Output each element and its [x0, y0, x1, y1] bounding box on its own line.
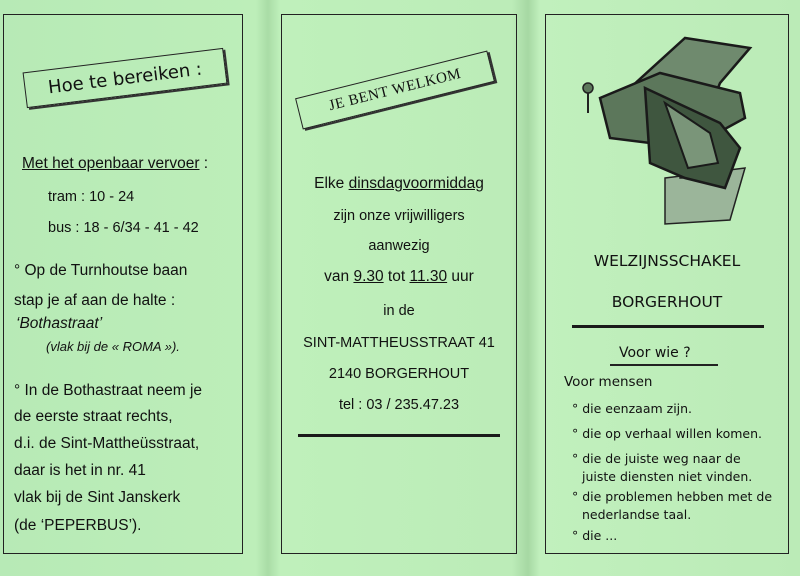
audience-item: ° die de juiste weg naar de: [572, 451, 741, 466]
directions-bullet2-line6: (de ‘PEPERBUS’).: [14, 517, 142, 534]
for-whom-intro: Voor mensen: [564, 374, 653, 390]
schedule-line2: zijn onze vrijwilligers: [333, 208, 465, 224]
audience-item: ° die eenzaam zijn.: [572, 401, 693, 416]
schedule-day: dinsdagvoormiddag: [348, 175, 484, 192]
audience-item: ° die op verhaal willen komen.: [572, 426, 762, 441]
schedule-hours: [281, 268, 517, 286]
right-divider: [572, 325, 764, 328]
org-name-line2: BORGERHOUT: [611, 293, 723, 311]
welcome-stamp-text: JE BENT WELKOM: [327, 65, 463, 114]
transport-heading-text: Met het openbaar vervoer: [22, 155, 200, 172]
schedule-line1-prefix: Elke: [314, 175, 349, 192]
hours-to: 11.30: [409, 268, 448, 285]
stop-note: (vlak bij de « ROMA »).: [46, 339, 180, 354]
transport-heading: [22, 155, 208, 173]
tram-lines: tram : 10 - 24: [48, 189, 135, 205]
directions-bullet2-line5: vlak bij de Sint Janskerk: [14, 489, 181, 506]
schedule-line1: [281, 175, 517, 193]
for-whom-heading: Voor wie ?: [619, 345, 691, 361]
stop-name: ‘Bothastraat’: [16, 315, 103, 332]
for-whom-underline: [610, 364, 718, 366]
directions-bullet1-line1: ° Op de Turnhoutse baan: [14, 262, 188, 279]
directions-bullet2-line2: de eerste straat rechts,: [14, 408, 173, 425]
audience-item: ° die problemen hebben met de: [572, 489, 773, 504]
middle-divider: [298, 434, 500, 437]
signpost-logo-icon: [570, 28, 770, 228]
bus-lines: bus : 18 - 6/34 - 41 - 42: [48, 220, 199, 236]
transport-heading-colon: :: [199, 155, 209, 172]
hours-mid: tot: [383, 268, 410, 285]
schedule-line3: aanwezig: [368, 238, 430, 254]
directions-bullet1-line2: stap je af aan de halte :: [14, 292, 176, 309]
hours-suffix: uur: [447, 268, 474, 285]
audience-item: juiste diensten niet vinden.: [582, 469, 753, 484]
audience-item: nederlandse taal.: [582, 507, 692, 522]
directions-bullet2-line4: daar is het in nr. 41: [14, 462, 146, 479]
hours-from: 9.30: [353, 268, 384, 285]
address-city: 2140 BORGERHOUT: [328, 366, 470, 382]
directions-title-text: Hoe te bereiken :: [46, 58, 204, 98]
hours-prefix: van: [324, 268, 354, 285]
address-street: SINT-MATTHEUSSTRAAT 41: [303, 335, 495, 351]
directions-bullet2-line3: d.i. de Sint-Mattheüsstraat,: [14, 435, 200, 452]
org-name-line1: WELZIJNSSCHAKEL: [593, 252, 741, 270]
directions-bullet2-line1: ° In de Bothastraat neem je: [14, 382, 203, 399]
schedule-line5: in de: [383, 303, 415, 319]
phone-number: tel : 03 / 235.47.23: [338, 397, 460, 413]
audience-item: ° die ...: [572, 528, 618, 543]
